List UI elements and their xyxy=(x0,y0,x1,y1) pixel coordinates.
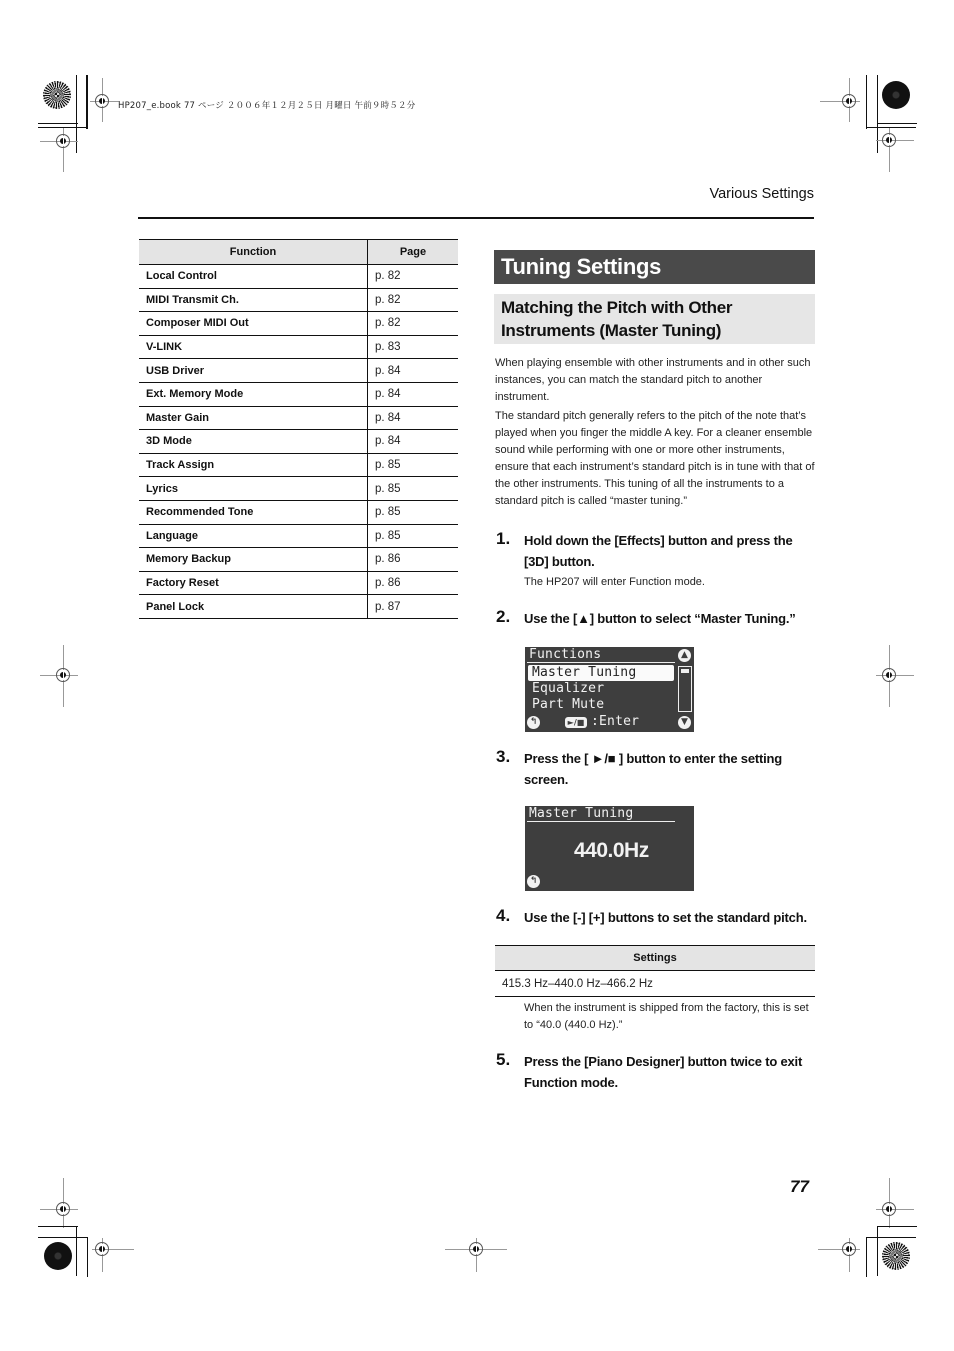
page-cell: p. 84 xyxy=(368,382,459,406)
running-header: Various Settings xyxy=(709,186,814,202)
table-row xyxy=(139,453,458,477)
step-text: Press the [ ►/■ ] button to enter the setting screen. xyxy=(524,751,783,787)
crosshair-icon xyxy=(95,94,109,108)
page-cell: p. 84 xyxy=(368,359,459,383)
table-row xyxy=(139,430,458,454)
table-row xyxy=(139,477,458,501)
page-cell: p. 84 xyxy=(368,430,459,454)
scroll-up-icon: ▲ xyxy=(678,649,691,662)
table-row xyxy=(139,312,458,336)
step-number: 5. xyxy=(496,1050,511,1069)
lcd-title: Functions xyxy=(529,647,602,662)
table-row xyxy=(139,595,458,619)
table-row xyxy=(139,335,458,359)
registration-target-icon xyxy=(882,81,910,109)
page-number: 77 xyxy=(790,1177,809,1196)
step-text: Hold down the [Effects] button and press the [3D] button. xyxy=(524,533,793,569)
subsection-title xyxy=(494,294,815,344)
crosshair-icon xyxy=(469,1242,483,1256)
settings-range-cell: 415.3 Hz–440.0 Hz–466.2 Hz xyxy=(495,971,815,997)
table-row xyxy=(139,359,458,383)
table-row xyxy=(495,971,815,997)
crosshair-icon xyxy=(56,668,70,682)
page-cell: p. 85 xyxy=(368,453,459,477)
back-icon: ↰ xyxy=(527,716,540,729)
crosshair-icon xyxy=(882,1202,896,1216)
intro-paragraph-2: The standard pitch generally refers to the pitch of the note that’s played when you finger the middle A key. For a cleaner ensemble sound while performing with one or more other instruments, ensure that each instrument’s standard pitch is in tune with that of the other instruments. This tuning of all the instruments to a standard pitch is called “master tuning.” xyxy=(495,410,815,507)
page-cell: p. 86 xyxy=(368,571,459,595)
page-cell: p. 85 xyxy=(368,477,459,501)
back-icon: ↰ xyxy=(527,875,540,888)
function-cell: Language xyxy=(139,524,368,548)
step-text: Use the [-] [+] buttons to set the standard pitch. xyxy=(524,910,807,925)
function-cell: USB Driver xyxy=(139,359,368,383)
function-cell: MIDI Transmit Ch. xyxy=(139,288,368,312)
table-row xyxy=(139,571,458,595)
function-cell: Lyrics xyxy=(139,477,368,501)
step-text: Press the [Piano Designer] button twice to exit Function mode. xyxy=(524,1054,803,1090)
lcd-menu-item-selected: Master Tuning xyxy=(532,665,637,680)
lcd-scrollbar xyxy=(678,666,692,712)
page-cell: p. 85 xyxy=(368,500,459,524)
function-cell: Recommended Tone xyxy=(139,500,368,524)
step-number: 2. xyxy=(496,607,511,626)
function-cell: Composer MIDI Out xyxy=(139,312,368,336)
crosshair-icon xyxy=(56,134,70,148)
page-cell: p. 84 xyxy=(368,406,459,430)
settings-table xyxy=(495,945,815,997)
table-row xyxy=(139,382,458,406)
table-row xyxy=(139,288,458,312)
lcd-menu-item: Equalizer xyxy=(532,681,605,696)
lcd-pitch-value: 440.0Hz xyxy=(574,839,649,862)
function-cell: Memory Backup xyxy=(139,548,368,572)
function-table xyxy=(139,239,458,619)
function-cell: 3D Mode xyxy=(139,430,368,454)
function-cell: Track Assign xyxy=(139,453,368,477)
scroll-down-icon: ▼ xyxy=(678,716,691,729)
step-number: 4. xyxy=(496,906,511,925)
crosshair-icon xyxy=(882,668,896,682)
print-slug: HP207_e.book 77 ページ ２００６年１２月２５日 月曜日 午前９時５２分 xyxy=(118,101,416,111)
column-header-function: Function xyxy=(139,240,368,265)
intro-paragraph-1: When playing ensemble with other instruments and in other such instances, you can match the standard pitch to another instrument. xyxy=(495,357,811,403)
table-row xyxy=(139,548,458,572)
function-cell: V-LINK xyxy=(139,335,368,359)
lcd-master-tuning-screen xyxy=(525,806,694,891)
step-text: Use the [▲] button to select “Master Tuning.” xyxy=(524,611,796,626)
page-cell: p. 86 xyxy=(368,548,459,572)
section-title: Tuning Settings xyxy=(494,250,815,284)
step-note: When the instrument is shipped from the factory, this is set to “40.0 (440.0 Hz).” xyxy=(524,1002,809,1031)
page-cell: p. 82 xyxy=(368,265,459,289)
crosshair-icon xyxy=(842,1242,856,1256)
registration-target-icon xyxy=(43,81,71,109)
header-rule xyxy=(138,217,814,219)
lcd-enter-label: :Enter xyxy=(591,714,640,729)
function-cell: Factory Reset xyxy=(139,571,368,595)
page-cell: p. 83 xyxy=(368,335,459,359)
table-row xyxy=(139,406,458,430)
crosshair-icon xyxy=(95,1242,109,1256)
column-header-settings: Settings xyxy=(495,946,815,971)
table-row xyxy=(139,500,458,524)
function-cell: Master Gain xyxy=(139,406,368,430)
subsection-title-line2: Instruments (Master Tuning) xyxy=(501,321,722,340)
subsection-title-line1: Matching the Pitch with Other xyxy=(501,298,733,317)
table-row xyxy=(139,524,458,548)
crosshair-icon xyxy=(56,1202,70,1216)
lcd-title: Master Tuning xyxy=(529,806,634,821)
registration-target-icon xyxy=(882,1242,910,1270)
table-row xyxy=(139,265,458,289)
step-note: The HP207 will enter Function mode. xyxy=(524,576,705,588)
crosshair-icon xyxy=(882,133,896,147)
step-number: 3. xyxy=(496,747,511,766)
page-cell: p. 82 xyxy=(368,288,459,312)
page-cell: p. 85 xyxy=(368,524,459,548)
function-cell: Local Control xyxy=(139,265,368,289)
function-cell: Panel Lock xyxy=(139,595,368,619)
crosshair-icon xyxy=(842,94,856,108)
function-cell: Ext. Memory Mode xyxy=(139,382,368,406)
page-cell: p. 87 xyxy=(368,595,459,619)
step-number: 1. xyxy=(496,529,511,548)
play-stop-icon: ►/■ xyxy=(565,717,587,728)
lcd-menu-item: Part Mute xyxy=(532,697,605,712)
registration-target-icon xyxy=(44,1242,72,1270)
lcd-functions-screen xyxy=(525,647,694,732)
page-cell: p. 82 xyxy=(368,312,459,336)
column-header-page: Page xyxy=(368,240,459,265)
